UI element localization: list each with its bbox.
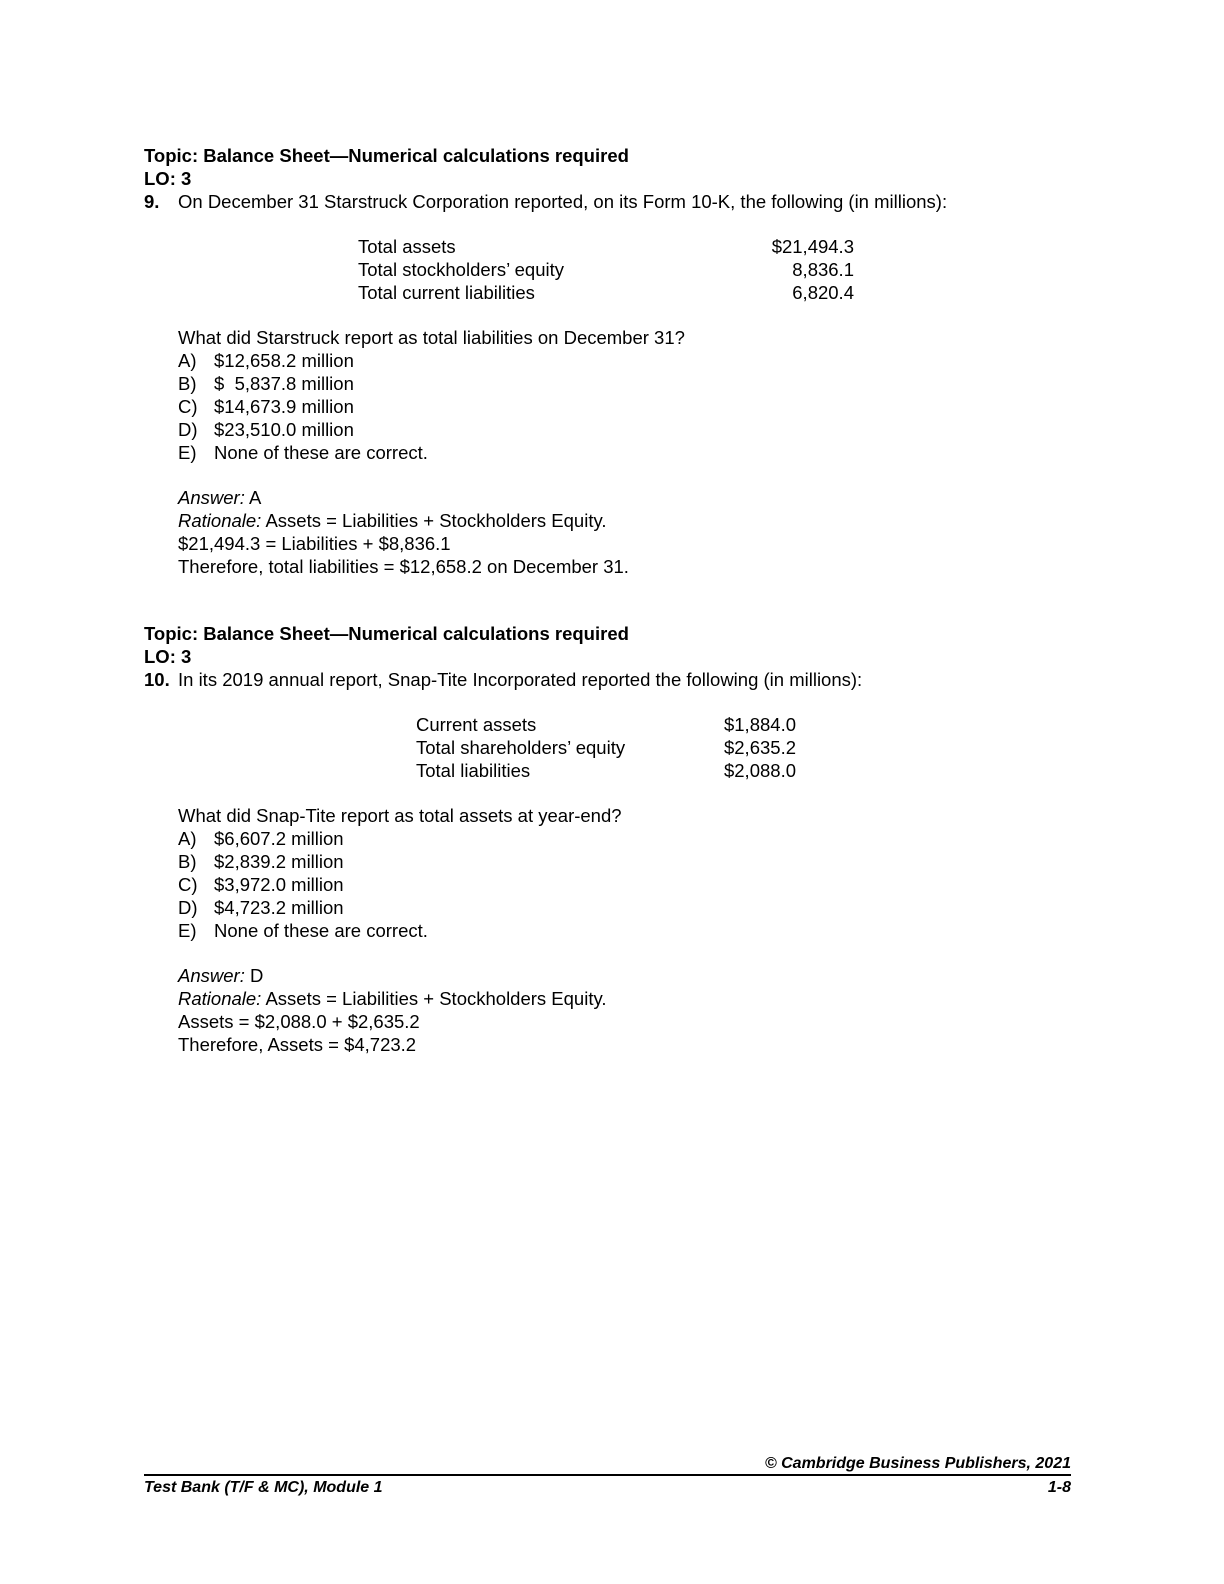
figures-table [144, 235, 1084, 304]
choice-letter: B) [178, 373, 197, 394]
question-9 [144, 144, 1084, 578]
figure-value: 8,836.1 [792, 259, 854, 280]
topic-heading: Topic: Balance Sheet—Numerical calculations required [144, 623, 629, 644]
learning-objective: LO: 3 [144, 168, 192, 189]
answer-choice [144, 349, 1084, 372]
answer-choice [144, 372, 1084, 395]
answer-label: Answer: [178, 487, 245, 508]
figure-value: 6,820.4 [792, 282, 854, 303]
rationale-text: Assets = Liabilities + Stockholders Equity. [265, 988, 607, 1009]
answer-line [144, 486, 1084, 509]
choice-text: None of these are correct. [214, 920, 428, 941]
answer-choice [144, 896, 1084, 919]
work-line: Assets = $2,088.0 + $2,635.2 [178, 1011, 420, 1032]
answer-value: D [249, 965, 264, 986]
answer-value: A [248, 487, 262, 508]
figure-value: $1,884.0 [723, 714, 796, 735]
answer-line [144, 964, 1084, 987]
question-text: In its 2019 annual report, Snap-Tite Incorporated reported the following (in millions): [178, 669, 863, 690]
question-stem [144, 190, 1084, 213]
figure-label: Total liabilities [416, 760, 531, 781]
choice-text: None of these are correct. [214, 442, 428, 463]
figure-value: $2,635.2 [723, 737, 796, 758]
choice-letter: D) [178, 897, 198, 918]
choice-letter: D) [178, 419, 198, 440]
choice-text: $23,510.0 million [214, 419, 354, 440]
figure-label: Current assets [416, 714, 537, 735]
footer-rule [144, 1474, 1071, 1476]
choice-letter: E) [178, 442, 197, 463]
copyright-notice: © Cambridge Business Publishers, 2021 [764, 1455, 1071, 1472]
choice-letter: A) [178, 828, 197, 849]
question-text: On December 31 Starstruck Corporation reported, on its Form 10-K, the following (in millions): [178, 191, 948, 212]
choice-text: $12,658.2 million [214, 350, 354, 371]
work-line: $21,494.3 = Liabilities + $8,836.1 [178, 533, 451, 554]
choice-letter: B) [178, 851, 197, 872]
figures-table [144, 713, 1084, 782]
choice-text: $6,607.2 million [214, 828, 344, 849]
figure-label: Total shareholders’ equity [416, 737, 626, 758]
rationale-label: Rationale: [178, 510, 262, 531]
learning-objective: LO: 3 [144, 646, 192, 667]
figure-value: $2,088.0 [723, 760, 796, 781]
figure-label: Total current liabilities [358, 282, 535, 303]
footer-book-title: Test Bank (T/F & MC), Module 1 [144, 1479, 383, 1496]
rationale-label: Rationale: [178, 988, 262, 1009]
choice-text: $3,972.0 million [214, 874, 344, 895]
answer-choice [144, 850, 1084, 873]
topic-heading: Topic: Balance Sheet—Numerical calculations required [144, 145, 629, 166]
answer-choice [144, 418, 1084, 441]
answer-choice [144, 919, 1084, 942]
figure-label: Total assets [358, 236, 456, 257]
choice-letter: A) [178, 350, 197, 371]
question-number: 10. [144, 669, 170, 690]
choice-letter: C) [178, 396, 198, 417]
rationale-line [144, 509, 1084, 532]
answer-label: Answer: [178, 965, 245, 986]
answer-choice [144, 441, 1084, 464]
question-prompt: What did Snap-Tite report as total assets at year-end? [178, 805, 622, 826]
choice-text: $14,673.9 million [214, 396, 354, 417]
question-10 [144, 622, 1084, 1056]
choice-letter: E) [178, 920, 197, 941]
answer-choice [144, 873, 1084, 896]
figure-value: $21,494.3 [771, 236, 854, 257]
page-number: 1-8 [1047, 1479, 1071, 1496]
answer-choice [144, 395, 1084, 418]
figure-label: Total stockholders’ equity [358, 259, 565, 280]
work-line: Therefore, total liabilities = $12,658.2 on December 31. [178, 556, 629, 577]
answer-choice [144, 827, 1084, 850]
choice-text: $ 5,837.8 million [214, 373, 354, 394]
choice-letter: C) [178, 874, 198, 895]
question-stem [144, 668, 1084, 691]
page-footer [144, 1477, 1071, 1499]
choice-text: $4,723.2 million [214, 897, 344, 918]
rationale-text: Assets = Liabilities + Stockholders Equity. [265, 510, 607, 531]
question-prompt: What did Starstruck report as total liabilities on December 31? [178, 327, 685, 348]
rationale-line [144, 987, 1084, 1010]
choice-text: $2,839.2 million [214, 851, 344, 872]
work-line: Therefore, Assets = $4,723.2 [178, 1034, 417, 1055]
question-number: 9. [144, 191, 160, 212]
